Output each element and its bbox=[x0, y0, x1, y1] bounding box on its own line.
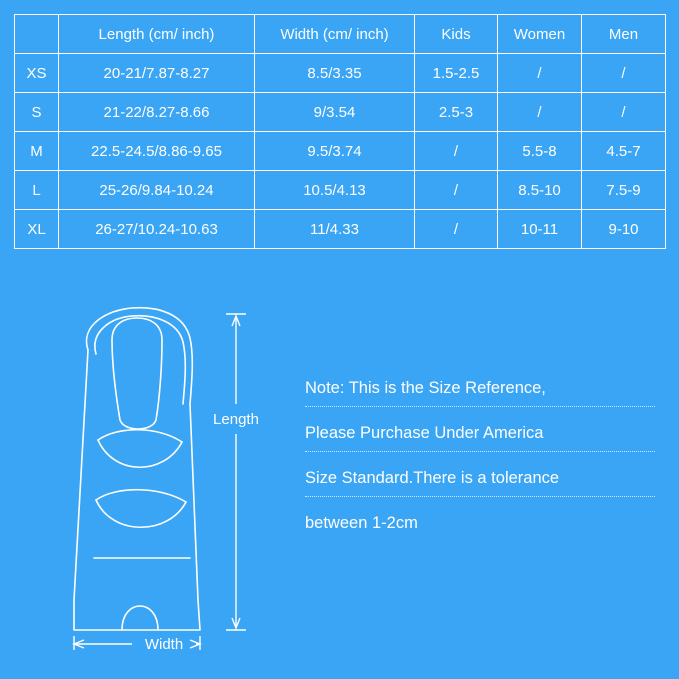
cell-women: 10-11 bbox=[498, 210, 582, 249]
cell-men: / bbox=[582, 54, 666, 93]
cell-women: / bbox=[498, 93, 582, 132]
cell-women: 8.5-10 bbox=[498, 171, 582, 210]
note-block bbox=[305, 378, 655, 557]
cell-width: 9.5/3.74 bbox=[255, 132, 415, 171]
table-row bbox=[15, 171, 666, 210]
fin-rib-2b bbox=[96, 500, 186, 527]
note-line: between 1-2cm bbox=[305, 514, 418, 532]
length-label: Length bbox=[213, 411, 259, 428]
cell-kids: / bbox=[415, 210, 498, 249]
cell-men: 7.5-9 bbox=[582, 171, 666, 210]
cell-kids: / bbox=[415, 171, 498, 210]
cell-width: 10.5/4.13 bbox=[255, 171, 415, 210]
table-header-row bbox=[15, 15, 666, 54]
column-header-size bbox=[15, 15, 59, 54]
size-table-container bbox=[14, 14, 665, 249]
cell-width: 11/4.33 bbox=[255, 210, 415, 249]
cell-size: XS bbox=[15, 54, 59, 93]
fin-rib-2 bbox=[96, 490, 186, 502]
table-row bbox=[15, 93, 666, 132]
cell-men: 9-10 bbox=[582, 210, 666, 249]
fin-diagram bbox=[40, 300, 290, 650]
fin-foot-opening bbox=[112, 318, 162, 429]
cell-men: / bbox=[582, 93, 666, 132]
cell-kids: 1.5-2.5 bbox=[415, 54, 498, 93]
column-header-men: Men bbox=[582, 15, 666, 54]
table-body bbox=[15, 54, 666, 249]
note-line: Note: This is the Size Reference, bbox=[305, 378, 655, 407]
width-label: Width bbox=[144, 636, 184, 650]
cell-size: M bbox=[15, 132, 59, 171]
column-header-length: Length (cm/ inch) bbox=[59, 15, 255, 54]
table-row bbox=[15, 132, 666, 171]
width-arrow-right bbox=[190, 640, 200, 648]
note-line: Size Standard.There is a tolerance bbox=[305, 468, 655, 497]
column-header-women: Women bbox=[498, 15, 582, 54]
cell-kids: / bbox=[415, 132, 498, 171]
fin-inner-outline bbox=[95, 316, 185, 404]
note-line: Please Purchase Under America bbox=[305, 423, 655, 452]
cell-women: / bbox=[498, 54, 582, 93]
cell-length: 26-27/10.24-10.63 bbox=[59, 210, 255, 249]
cell-kids: 2.5-3 bbox=[415, 93, 498, 132]
cell-length: 20-21/7.87-8.27 bbox=[59, 54, 255, 93]
cell-men: 4.5-7 bbox=[582, 132, 666, 171]
cell-women: 5.5-8 bbox=[498, 132, 582, 171]
table-row bbox=[15, 210, 666, 249]
table-header bbox=[15, 15, 666, 54]
size-table bbox=[14, 14, 666, 249]
cell-size: L bbox=[15, 171, 59, 210]
cell-size: S bbox=[15, 93, 59, 132]
fin-rib-1b bbox=[98, 440, 182, 467]
fin-rib-1 bbox=[98, 430, 182, 442]
fin-heel-arch bbox=[122, 606, 158, 630]
cell-width: 8.5/3.35 bbox=[255, 54, 415, 93]
cell-length: 25-26/9.84-10.24 bbox=[59, 171, 255, 210]
column-header-kids: Kids bbox=[415, 15, 498, 54]
table-row bbox=[15, 54, 666, 93]
cell-length: 21-22/8.27-8.66 bbox=[59, 93, 255, 132]
cell-size: XL bbox=[15, 210, 59, 249]
cell-width: 9/3.54 bbox=[255, 93, 415, 132]
fin-outline bbox=[74, 308, 200, 630]
cell-length: 22.5-24.5/8.86-9.65 bbox=[59, 132, 255, 171]
column-header-width: Width (cm/ inch) bbox=[255, 15, 415, 54]
